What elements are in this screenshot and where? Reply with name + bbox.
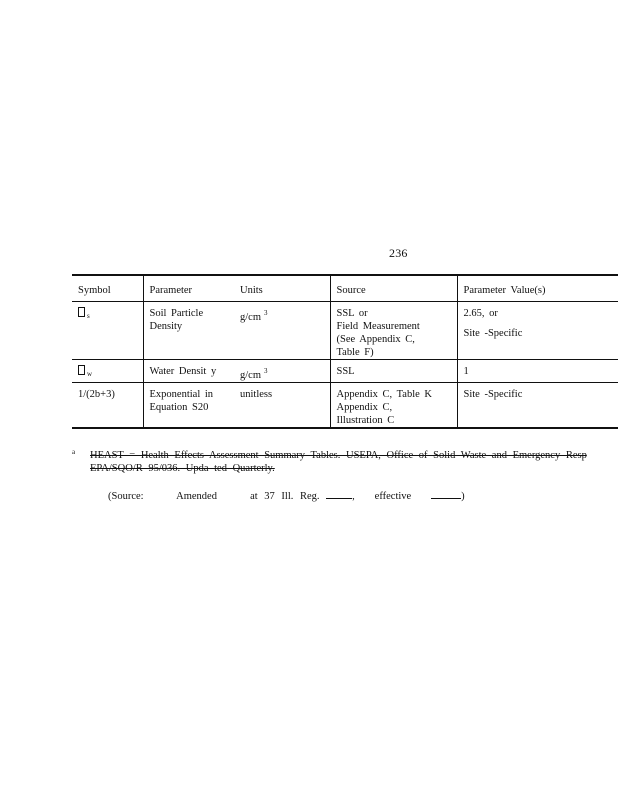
units-superscript: 3 (264, 309, 268, 317)
units-text: g/cm (240, 312, 261, 323)
header-source: Source (336, 285, 366, 296)
table-row (72, 383, 618, 428)
footnote-line-2: EPA/SQO/R 95/036. Upda ted Quarterly. (90, 463, 275, 474)
footnote (72, 449, 618, 475)
source-cell: SSL or Field Measurement (See Appendix C, Table F) (336, 308, 420, 358)
source-note: (Source: Amended at 37 Ill. Reg. , effective ) (108, 491, 465, 502)
page-number: 236 (389, 246, 408, 260)
units-cell: unitless (240, 389, 273, 400)
symbol-subscript: w (87, 370, 93, 378)
table-row (72, 360, 618, 383)
value-text-secondary: Site -Specific (463, 328, 523, 339)
units-cell (234, 302, 330, 324)
units-cell (234, 360, 330, 382)
units-superscript: 3 (264, 367, 268, 375)
parameter-cell: Soil Particle Density (149, 308, 204, 332)
header-symbol: Symbol (78, 285, 111, 296)
value-text: 2.65, or (463, 308, 498, 319)
footnote-mark: a (72, 448, 76, 456)
symbol-cell (72, 360, 143, 381)
symbol-cell (72, 302, 143, 323)
parameter-table (72, 274, 618, 429)
symbol-cell: 1/(2b+3) (78, 389, 115, 400)
register-blank (326, 498, 352, 499)
table-header-row (72, 276, 618, 302)
footnote-line-1: HEAST = Health Effects Assessment Summary Tables. USEPA, Office of Solid Waste and Emergency Resp (90, 450, 587, 461)
parameter-cell: Water Densit y (149, 366, 217, 377)
source-note-prefix: (Source: (108, 491, 144, 502)
table-row (72, 302, 618, 360)
effective-date-blank (431, 498, 461, 499)
source-note-suffix: ) (461, 491, 465, 502)
value-cell (458, 302, 618, 340)
source-cell: SSL (336, 366, 355, 377)
units-text: g/cm (240, 370, 261, 381)
parameter-cell: Exponential in Equation S20 (149, 389, 214, 413)
symbol-glyph-icon (78, 365, 85, 375)
value-cell: 1 (463, 366, 469, 377)
symbol-subscript: s (87, 312, 90, 320)
source-note-register: at 37 Ill. Reg. (250, 491, 320, 502)
header-value: Parameter Value(s) (463, 285, 546, 296)
source-note-effective: effective (374, 491, 412, 502)
source-cell: Appendix C, Table K Appendix C, Illustration C (336, 389, 432, 426)
symbol-glyph-icon (78, 307, 85, 317)
source-note-amended: Amended (176, 491, 217, 502)
header-units: Units (240, 285, 263, 296)
header-parameter: Parameter (149, 285, 193, 296)
value-cell: Site -Specific (463, 389, 523, 400)
